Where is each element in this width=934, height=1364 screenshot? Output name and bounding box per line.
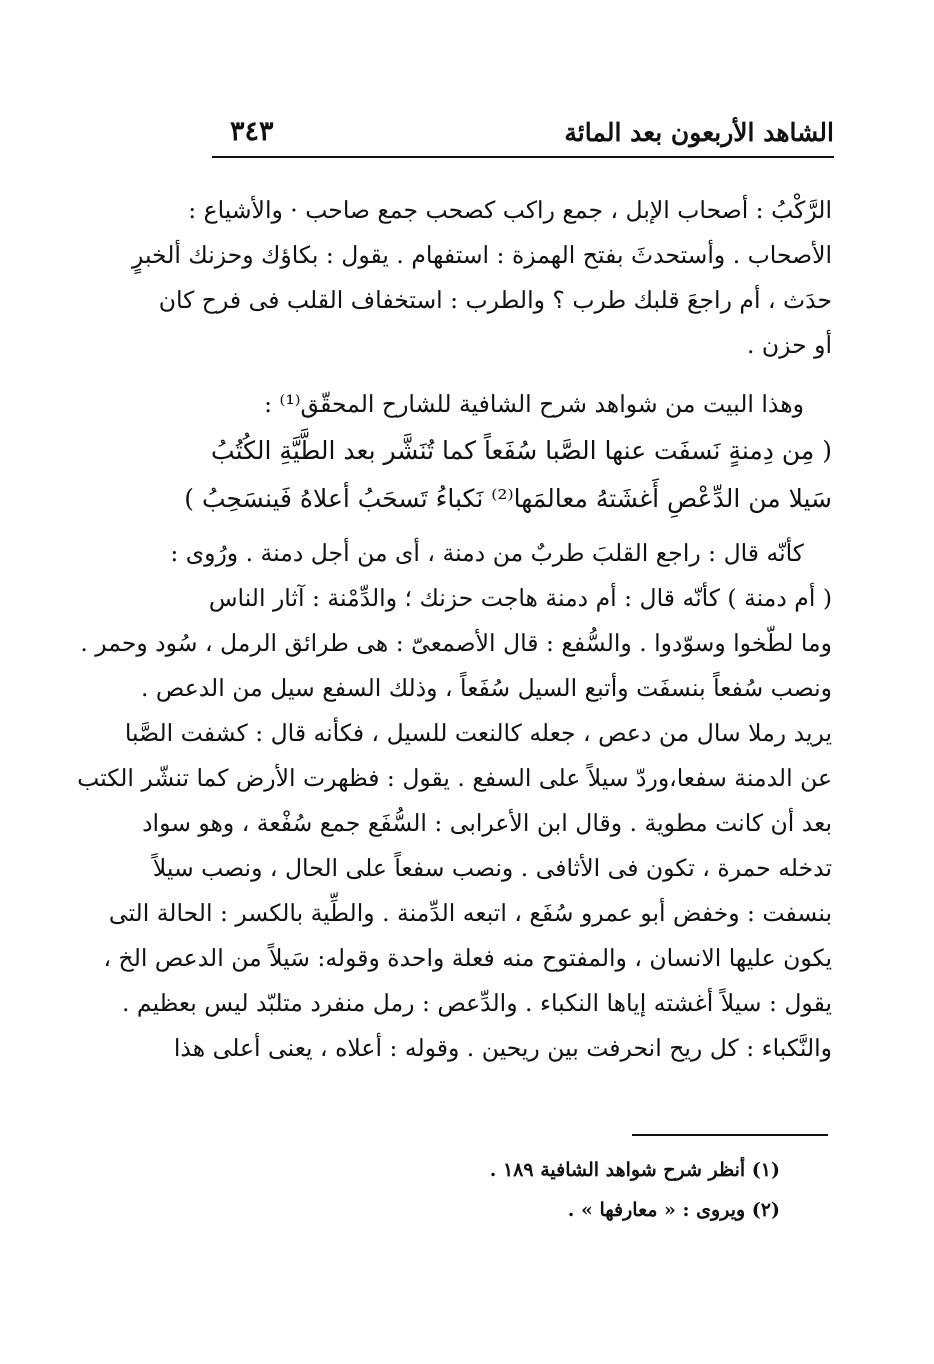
text-line: والنَّكباء : كل ريح انحرفت بين ريحين . وقوله : أعلاه ، يعنى أعلى هذا xyxy=(173,1034,832,1062)
text-line: بعد أن كانت مطوية . وقال ابن الأعرابى : السُّفَع جمع سُفْعة ، وهو سواد xyxy=(142,809,832,837)
text-line: الرَّكْبُ : أصحاب الإبل ، جمع راكب كصحب جمع صاحب · والأشياع : xyxy=(188,196,832,224)
text-line: كأنّه قال : راجع القلبَ طربٌ من دمنة ، أى من أجل دمنة . ورُوى : xyxy=(170,539,804,567)
page-header xyxy=(212,112,834,156)
verse-block xyxy=(184,427,832,523)
text-line: ( أم دمنة ) كأنّه قال : أم دمنة هاجت حزنك ؛ والدِّمْنة : آثار الناس xyxy=(208,584,832,612)
page-number: ٣٤٣ xyxy=(230,116,274,147)
text-line: عن الدمنة سفعا،وردّ سيلاً على السفع . يقول : فظهرت الأرض كما تنشّر الكتب xyxy=(77,764,832,792)
text-line: الأصحاب . وأستحدثَ بفتح الهمزة : استفهام . يقول : بكاؤك وحزنك ألخبرٍ xyxy=(132,241,832,269)
header-rule xyxy=(212,156,834,158)
running-title: الشاهد الأربعون بعد المائة xyxy=(564,118,834,147)
paragraph-1 xyxy=(132,188,832,368)
text-line: ونصب سُفعاً بنسفَت وأتبع السيل سُفَعاً ، وذلك السفع سيل من الدعص . xyxy=(140,674,832,702)
footnote-1: (١) أنظر شرح شواهد الشافية ١٨٩ . xyxy=(489,1159,780,1181)
text-line: يريد رملا سال من دعص ، جعله كالنعت للسيل ، فكأنه قال : كشفت الصَّبا xyxy=(124,719,832,747)
verse-line: سَيلا من الدِّعْصِ أَغشَتهُ معالمَها⁽²⁾ نَكباءُ تَسحَبُ أعلاهُ فَينسَحِبُ ) xyxy=(184,484,832,513)
text-line: تدخله حمرة ، تكون فى الأثافى . ونصب سفعاً على الحال ، ونصب سيلاً xyxy=(152,854,832,882)
footnote-rule xyxy=(632,1134,828,1136)
verse-intro: وهذا البيت من شواهد شرح الشافية للشارح المحقّق⁽¹⁾ : xyxy=(264,390,804,418)
text-line: حدَث ، أم راجعَ قلبك طرب ؟ والطرب : استخفاف القلب فى فرح كان xyxy=(158,286,832,314)
text-line: أو حزن . xyxy=(746,331,832,359)
paragraph-gap xyxy=(214,523,832,531)
paragraph-2 xyxy=(77,531,832,1071)
text-line: بنسفت : وخفض أبو عمرو سُفَع ، اتبعه الدِّمنة . والطِّية بالكسر : الحالة التى xyxy=(108,899,832,927)
text-line: يقول : سيلاً أغشته إياها النكباء . والدِّعص : رمل منفرد متلبّد ليس بعظيم . xyxy=(121,989,832,1017)
main-text xyxy=(77,188,832,1071)
text-line: وما لطّخوا وسوّدوا . والسُّفع : قال الأصمعىّ : هى طرائق الرمل ، سُود وحمر . xyxy=(80,629,832,657)
verse-line: ( مِن دِمنةٍ نَسفَت عنها الصَّبا سُفَعاً كما تُنَشَّر بعد الطَّيَّةِ الكُتُبُ xyxy=(211,436,832,465)
footnotes xyxy=(380,1150,780,1230)
text-line: يكون عليها الانسان ، والمفتوح منه فعلة واحدة وقوله: سَيلاً من الدعص الخ ، xyxy=(103,944,832,972)
paragraph-gap xyxy=(214,368,832,382)
footnote-2: (٢) ويروى : « معارفها » . xyxy=(567,1199,780,1221)
